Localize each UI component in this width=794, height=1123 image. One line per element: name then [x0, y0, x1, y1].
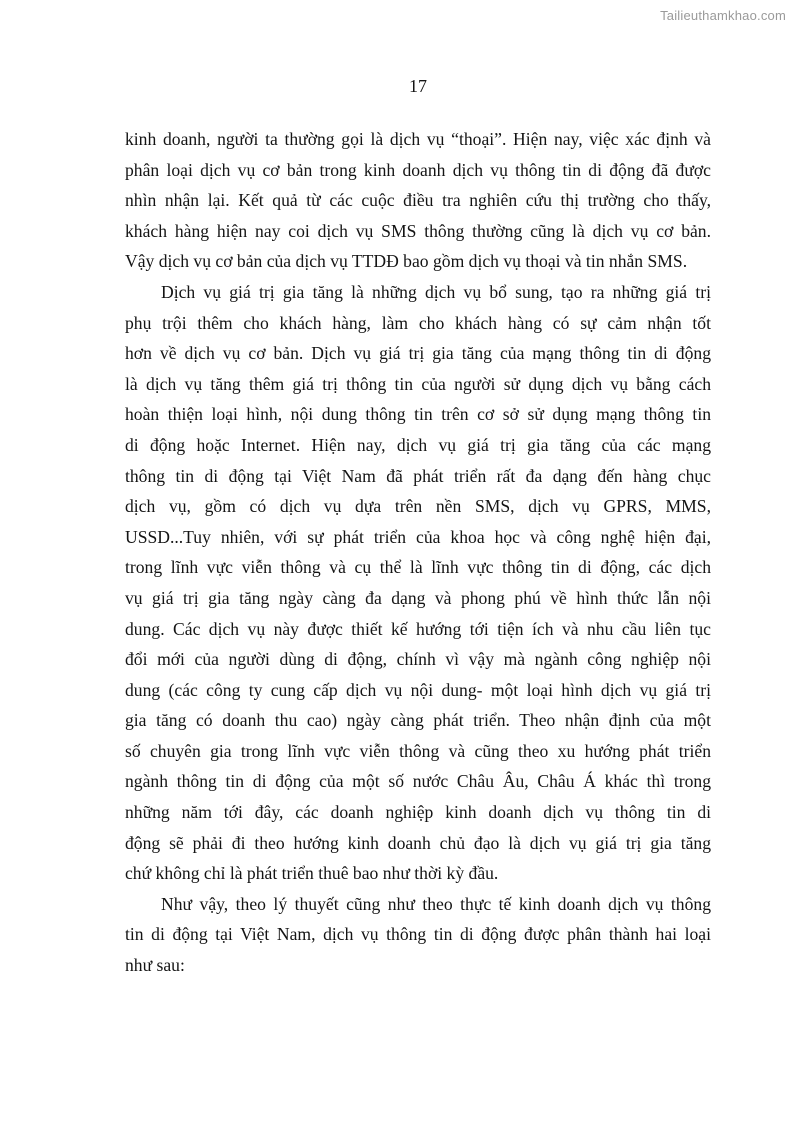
text-line: khách hàng hiện nay coi dịch vụ SMS thông thường cũng là dịch vụ cơ bản.	[125, 220, 711, 241]
text-line: nhìn nhận lại. Kết quả từ các cuộc điều tra nghiên cứu thị trường cho thấy,	[125, 190, 711, 211]
text-line: dung. Các dịch vụ này được thiết kế hướng tới tiện ích và nhu cầu liên tục	[125, 618, 711, 639]
text-line: vụ giá trị gia tăng ngày càng đa dạng và phong phú về hình thức lẫn nội	[125, 587, 711, 608]
text-line: phụ trội thêm cho khách hàng, làm cho khách hàng có sự cảm nhận tốt	[125, 312, 711, 333]
text-line: dung (các công ty cung cấp dịch vụ nội dung- một loại hình dịch vụ giá trị	[125, 679, 711, 700]
text-line: hoàn thiện loại hình, nội dung thông tin trên cơ sở sử dụng mạng thông tin	[125, 404, 711, 425]
text-line: di động hoặc Internet. Hiện nay, dịch vụ giá trị gia tăng của các mạng	[125, 434, 711, 455]
text-line: tin di động tại Việt Nam, dịch vụ thông tin di động được phân thành hai loại	[125, 924, 711, 945]
paragraph-2	[125, 277, 711, 889]
text-line: ngành thông tin di động của một số nước Châu Âu, Châu Á khác thì trong	[125, 771, 711, 792]
text-line: chứ không chỉ là phát triển thuê bao như thời kỳ đầu.	[125, 863, 499, 884]
text-line: Dịch vụ giá trị gia tăng là những dịch vụ bổ sung, tạo ra những giá trị	[161, 281, 711, 302]
text-line: động sẽ phải đi theo hướng kinh doanh chủ đạo là dịch vụ giá trị gia tăng	[125, 832, 711, 853]
text-line: đổi mới của người dùng di động, chính vì vậy mà ngành công nghiệp nội	[125, 649, 711, 670]
text-line: USSD...Tuy nhiên, với sự phát triển của khoa học và công nghệ hiện đại,	[125, 526, 711, 547]
text-line: dịch vụ, gồm có dịch vụ dựa trên nền SMS, dịch vụ GPRS, MMS,	[125, 496, 711, 517]
page-number: 17	[409, 76, 427, 96]
text-line: số chuyên gia trong lĩnh vực viễn thông và cũng theo xu hướng phát triển	[125, 740, 711, 761]
document-body	[125, 124, 711, 981]
text-line: kinh doanh, người ta thường gọi là dịch vụ “thoại”. Hiện nay, việc xác định và	[125, 129, 711, 149]
text-line: thông tin di động tại Việt Nam đã phát triển rất đa dạng đến hàng chục	[125, 465, 711, 486]
text-line: như sau:	[125, 955, 185, 976]
text-line: phân loại dịch vụ cơ bản trong kinh doanh dịch vụ thông tin di động đã được	[125, 159, 711, 180]
text-line: Như vậy, theo lý thuyết cũng như theo thực tế kinh doanh dịch vụ thông	[161, 893, 711, 914]
text-line: Vậy dịch vụ cơ bản của dịch vụ TTDĐ bao gồm dịch vụ thoại và tin nhắn SMS.	[125, 251, 688, 272]
text-line: hơn về dịch vụ cơ bản. Dịch vụ giá trị gia tăng của mạng thông tin di động	[125, 343, 711, 364]
text-line: gia tăng có doanh thu cao) ngày càng phát triển. Theo nhận định của một	[125, 710, 711, 731]
watermark: Tailieuthamkhao.com	[660, 8, 786, 23]
paragraph-1	[125, 124, 711, 277]
text-line: những năm tới đây, các doanh nghiệp kinh doanh dịch vụ thông tin di	[125, 802, 711, 823]
paragraph-3	[125, 889, 711, 981]
text-line: trong lĩnh vực viễn thông và cụ thể là lĩnh vực thông tin di động, các dịch	[125, 557, 711, 578]
text-line: là dịch vụ tăng thêm giá trị thông tin của người sử dụng dịch vụ bằng cách	[125, 373, 711, 394]
